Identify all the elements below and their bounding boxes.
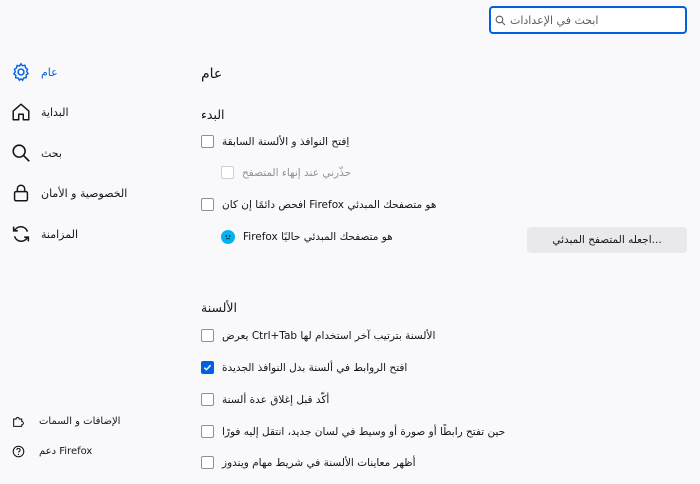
sidebar-item-label: الإضافات و السمات	[39, 416, 121, 427]
confirm-close-option[interactable]	[201, 393, 329, 406]
ctrl-tab-label: يعرض Ctrl+Tab الألسنة بترتيب آخر استخدام لها	[222, 329, 436, 342]
check-default-browser-option[interactable]	[201, 198, 436, 211]
switch-on-open-label: حين تفتح رابطًا أو صورة أو وسيط في لسان جديد، انتقل إليه فورًا	[222, 425, 506, 438]
tab-previews-checkbox[interactable]	[201, 456, 214, 469]
sidebar-item-label: دعم Firefox	[39, 446, 93, 457]
warn-on-quit-label: حذّرني عند إنهاء المتصفح	[242, 166, 352, 179]
ctrl-tab-option[interactable]	[201, 329, 435, 342]
sidebar-item-label: عام	[41, 65, 58, 79]
page-title: عام	[201, 66, 223, 82]
firefox-status-icon	[221, 230, 235, 244]
switch-on-open-checkbox[interactable]	[201, 425, 214, 438]
ctrl-tab-checkbox[interactable]	[201, 329, 214, 342]
tab-previews-label: أظهر معاينات الألسنة في شريط مهام ويندوز	[222, 456, 416, 469]
sidebar-item-label: المزامنة	[41, 227, 79, 241]
confirm-close-label: أكّد قبل إغلاق عدة ألسنة	[222, 393, 330, 406]
default-browser-status-text: Firefox هو متصفحك المبدئي حاليًا	[243, 231, 393, 243]
make-default-button[interactable]: اجعله المتصفح المبدئي...	[527, 227, 687, 253]
warn-on-quit-checkbox[interactable]	[221, 166, 234, 179]
open-links-in-tabs-checkbox[interactable]	[201, 361, 214, 374]
confirm-close-checkbox[interactable]	[201, 393, 214, 406]
startup-heading: البدء	[201, 107, 225, 122]
checkmark-icon	[203, 363, 212, 372]
default-browser-status	[221, 230, 393, 244]
restore-session-option[interactable]	[201, 135, 349, 148]
sidebar-item-label: الخصوصية و الأمان	[41, 186, 128, 200]
open-links-in-tabs-label: افتح الروابط في ألسنة بدل النوافذ الجديدة	[222, 361, 408, 374]
check-default-browser-checkbox[interactable]	[201, 198, 214, 211]
sidebar-item-label: بحث	[41, 146, 62, 160]
switch-on-open-option[interactable]	[201, 425, 505, 438]
tab-previews-option[interactable]	[201, 456, 416, 469]
restore-session-checkbox[interactable]	[201, 135, 214, 148]
sidebar-item-label: البداية	[41, 105, 69, 119]
tabs-heading: الألسنة	[201, 300, 238, 315]
check-default-browser-label: افحص دائمًا إن كان Firefox هو متصفحك المبدئي	[222, 198, 437, 211]
restore-session-label: اِفتح النوافذ و الألسنة السابقة	[222, 135, 350, 148]
open-links-in-tabs-option[interactable]	[201, 361, 407, 374]
warn-on-quit-option[interactable]	[221, 166, 351, 179]
